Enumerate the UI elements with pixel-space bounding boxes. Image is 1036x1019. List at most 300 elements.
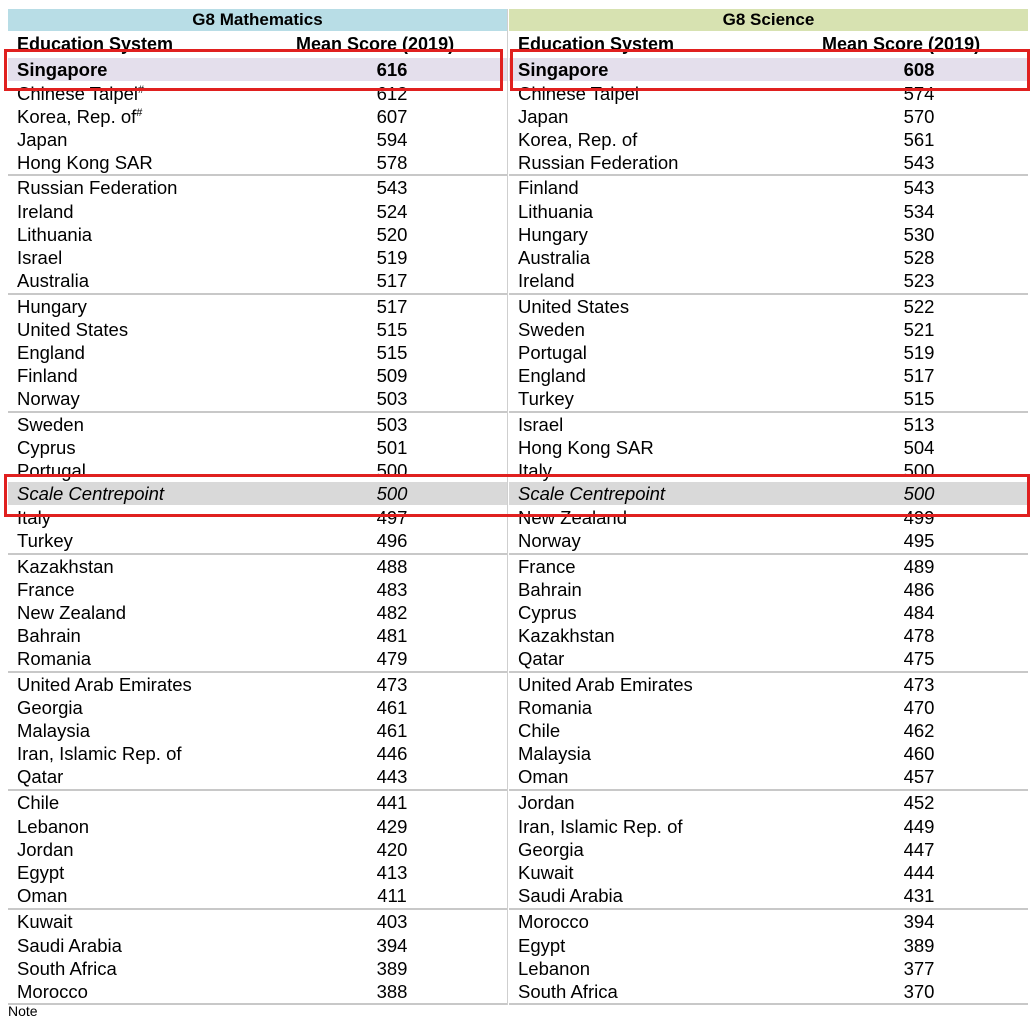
education-system-cell	[518, 200, 593, 223]
education-system-cell	[518, 555, 576, 578]
education-system-name: Hong Kong SAR	[17, 152, 153, 173]
education-system-cell	[518, 884, 623, 907]
mean-score-cell: 519	[903, 342, 935, 363]
science-table-row	[509, 980, 1028, 1003]
education-system-cell	[17, 555, 114, 578]
education-system-name: Kuwait	[17, 911, 73, 932]
education-system-name: Norway	[518, 530, 581, 551]
education-system-name: Australia	[17, 270, 89, 291]
science-table-row	[509, 957, 1028, 980]
education-system-cell	[518, 176, 579, 199]
education-system-name: Qatar	[518, 648, 565, 669]
group-separator	[509, 789, 1028, 791]
education-system-name: Korea, Rep. of	[518, 129, 638, 150]
education-system-name: Kazakhstan	[518, 625, 615, 646]
science-table-row	[509, 529, 1028, 552]
education-system-name: United States	[518, 296, 630, 317]
science-table-row	[509, 413, 1028, 436]
science-table-row	[509, 696, 1028, 719]
mean-score-cell: 501	[376, 437, 408, 458]
group-separator	[509, 293, 1028, 295]
education-system-name: Cyprus	[518, 602, 577, 623]
science-table-row	[509, 200, 1028, 223]
group-separator	[8, 411, 507, 413]
mean-score-cell: 481	[376, 625, 408, 646]
mean-score-cell: 503	[376, 414, 408, 435]
math-table-row	[8, 765, 507, 788]
mean-score-cell: 479	[376, 648, 408, 669]
group-separator	[509, 908, 1028, 910]
education-system-name: Georgia	[17, 697, 83, 718]
footnote-marker: #	[136, 106, 143, 119]
education-system-name: France	[518, 556, 576, 577]
education-system-name: Cyprus	[17, 437, 76, 458]
education-system-name: Kazakhstan	[17, 556, 114, 577]
math-table-title: G8 Mathematics	[8, 9, 507, 31]
science-col-score-header: Mean Score (2019)	[822, 34, 981, 54]
mean-score-cell: 489	[903, 556, 935, 577]
education-system-name: Lithuania	[17, 224, 93, 245]
mean-score-cell: 473	[903, 674, 935, 695]
mean-score-cell: 389	[376, 958, 408, 979]
science-table-row	[509, 838, 1028, 861]
education-system-cell	[17, 696, 83, 719]
education-system-cell	[17, 269, 89, 292]
education-system-name: New Zealand	[518, 507, 628, 528]
education-system-name: Jordan	[17, 839, 74, 860]
education-system-name: Sweden	[17, 414, 84, 435]
mean-score-cell: 475	[903, 648, 935, 669]
mean-score-cell: 473	[376, 674, 408, 695]
education-system-name: Russian Federation	[17, 177, 178, 198]
mean-score-cell: 446	[376, 743, 408, 764]
group-separator	[8, 789, 507, 791]
education-system-name: Iran, Islamic Rep. of	[17, 743, 182, 764]
education-system-cell	[17, 151, 153, 174]
mean-score-cell: 612	[376, 83, 408, 104]
mean-score-cell: 543	[903, 177, 935, 198]
mean-score-cell: 452	[903, 792, 935, 813]
mean-score-cell: 461	[376, 720, 408, 741]
education-system-name: Morocco	[518, 911, 589, 932]
education-system-cell	[17, 742, 182, 765]
education-system-cell	[17, 318, 128, 341]
math-table-row	[8, 555, 507, 578]
footnote: Note	[8, 1003, 38, 1019]
education-system-cell	[518, 910, 589, 933]
science-table-title: G8 Science	[509, 9, 1028, 31]
mean-score-cell: 543	[376, 177, 408, 198]
education-system-name: Bahrain	[17, 625, 81, 646]
math-table-row	[8, 200, 507, 223]
science-table-row	[509, 555, 1028, 578]
education-system-name: United States	[17, 319, 129, 340]
math-table-row	[8, 246, 507, 269]
education-system-cell	[17, 601, 126, 624]
mean-score-cell: 504	[903, 437, 935, 458]
science-table-row	[509, 861, 1028, 884]
science-table-row	[509, 128, 1028, 151]
mean-score-cell: 420	[376, 839, 408, 860]
math-table-row	[8, 934, 507, 957]
mean-score-cell: 482	[376, 602, 408, 623]
education-system-cell	[17, 647, 91, 670]
education-system-name: Chinese Taipei	[518, 83, 640, 104]
math-table-row	[8, 387, 507, 410]
education-system-name: Malaysia	[518, 743, 591, 764]
math-table-row	[8, 838, 507, 861]
education-system-cell	[518, 980, 618, 1003]
education-system-cell	[518, 246, 590, 269]
education-system-cell	[17, 884, 67, 907]
education-system-name: Japan	[518, 106, 569, 127]
education-system-name: Scale Centrepoint	[17, 483, 165, 504]
science-table-row	[509, 176, 1028, 199]
education-system-cell	[518, 838, 584, 861]
mean-score-cell: 496	[376, 530, 408, 551]
education-system-cell	[17, 815, 89, 838]
mean-score-cell: 388	[376, 981, 408, 1002]
mean-score-cell: 519	[376, 247, 408, 268]
education-system-cell	[17, 200, 74, 223]
group-separator	[8, 1003, 507, 1005]
mean-score-cell: 500	[376, 483, 408, 504]
education-system-cell	[518, 647, 564, 670]
mean-score-cell: 484	[903, 602, 935, 623]
education-system-cell	[17, 529, 73, 552]
math-table-row	[8, 364, 507, 387]
math-table-row	[8, 151, 507, 174]
mean-score-cell: 460	[903, 743, 935, 764]
mean-score-cell: 377	[903, 958, 935, 979]
education-system-cell	[518, 765, 568, 788]
education-system-name: Turkey	[17, 530, 73, 551]
education-system-cell	[518, 719, 560, 742]
mean-score-cell: 444	[903, 862, 935, 883]
education-system-name: Morocco	[17, 981, 88, 1002]
education-system-name: Israel	[17, 247, 63, 268]
mean-score-cell: 578	[376, 152, 408, 173]
mean-score-cell: 608	[903, 59, 935, 80]
mean-score-cell: 607	[376, 106, 408, 127]
group-separator	[8, 174, 507, 176]
science-table-row	[509, 765, 1028, 788]
mean-score-cell: 449	[903, 816, 935, 837]
science-table-row	[509, 884, 1028, 907]
mean-score-cell: 574	[903, 83, 935, 104]
education-system-name: Saudi Arabia	[518, 885, 623, 906]
mean-score-cell: 523	[903, 270, 935, 291]
education-system-name: United Arab Emirates	[17, 674, 192, 695]
mean-score-cell: 457	[903, 766, 935, 787]
education-system-name: Romania	[17, 648, 92, 669]
math-table-row	[8, 601, 507, 624]
mean-score-cell: 534	[903, 201, 935, 222]
mean-score-cell: 389	[903, 935, 935, 956]
math-table-row	[8, 696, 507, 719]
science-table-row	[509, 624, 1028, 647]
education-system-name: Portugal	[17, 460, 86, 481]
math-table-row	[8, 578, 507, 601]
education-system-cell	[518, 934, 565, 957]
education-system-name: Singapore	[518, 59, 609, 80]
education-system-name: Lithuania	[518, 201, 594, 222]
education-system-cell	[518, 673, 693, 696]
mean-score-cell: 594	[376, 129, 408, 150]
education-system-name: Qatar	[17, 766, 64, 787]
education-system-name: Chile	[17, 792, 60, 813]
math-table-row	[8, 719, 507, 742]
education-system-name: Korea, Rep. of	[17, 106, 137, 127]
math-table-row	[8, 624, 507, 647]
education-system-cell	[518, 696, 592, 719]
math-table-row	[8, 128, 507, 151]
education-system-cell	[17, 624, 81, 647]
highlight-scale-centrepoint	[4, 474, 1030, 517]
math-table-row	[8, 884, 507, 907]
education-system-name: Singapore	[17, 59, 108, 80]
math-table-row	[8, 295, 507, 318]
science-col-system-header: Education System	[518, 34, 675, 54]
education-system-name: Russian Federation	[518, 152, 679, 173]
science-table-row	[509, 318, 1028, 341]
education-system-cell	[17, 791, 59, 814]
education-system-name: Iran, Islamic Rep. of	[518, 816, 683, 837]
math-col-score-header: Mean Score (2019)	[296, 34, 455, 54]
mean-score-cell: 394	[376, 935, 408, 956]
education-system-cell	[518, 624, 615, 647]
group-separator	[8, 908, 507, 910]
math-table-row	[8, 980, 507, 1003]
education-system-cell	[17, 436, 76, 459]
mean-score-cell: 441	[376, 792, 408, 813]
mean-score-cell: 483	[376, 579, 408, 600]
education-system-cell	[17, 578, 75, 601]
education-system-name: England	[518, 365, 586, 386]
education-system-name: Turkey	[518, 388, 574, 409]
math-table-row	[8, 791, 507, 814]
education-system-cell	[518, 295, 629, 318]
mean-score-cell: 370	[903, 981, 935, 1002]
education-system-name: Lebanon	[518, 958, 591, 979]
science-table-row	[509, 601, 1028, 624]
science-table-row	[509, 295, 1028, 318]
mean-score-cell: 500	[903, 483, 935, 504]
mean-score-cell: 488	[376, 556, 408, 577]
education-system-cell	[518, 815, 683, 838]
science-table-row	[509, 742, 1028, 765]
mean-score-cell: 443	[376, 766, 408, 787]
education-system-cell	[518, 791, 575, 814]
footnote-marker: #	[138, 83, 145, 96]
mean-score-cell: 515	[903, 388, 935, 409]
math-table-row	[8, 105, 507, 128]
education-system-cell	[17, 364, 78, 387]
education-system-cell	[518, 151, 678, 174]
science-table-row	[509, 246, 1028, 269]
mean-score-cell: 520	[376, 224, 408, 245]
education-system-name: Saudi Arabia	[17, 935, 122, 956]
education-system-name: Oman	[518, 766, 569, 787]
education-system-cell	[17, 910, 73, 933]
education-system-cell	[17, 387, 80, 410]
math-table-row	[8, 223, 507, 246]
math-table-row	[8, 647, 507, 670]
math-col-system-header: Education System	[17, 34, 174, 54]
education-system-cell	[518, 529, 581, 552]
mean-score-cell: 530	[903, 224, 935, 245]
mean-score-cell: 461	[376, 697, 408, 718]
education-system-name: Finland	[518, 177, 579, 198]
education-system-cell	[17, 128, 67, 151]
math-table-row	[8, 673, 507, 696]
education-system-name: France	[17, 579, 75, 600]
education-system-name: Finland	[17, 365, 78, 386]
education-system-cell	[17, 934, 122, 957]
math-table-row	[8, 529, 507, 552]
education-system-name: Kuwait	[518, 862, 574, 883]
science-table-row	[509, 791, 1028, 814]
math-table-row	[8, 176, 507, 199]
education-system-cell	[17, 861, 64, 884]
mean-score-cell: 478	[903, 625, 935, 646]
mean-score-cell: 497	[376, 507, 408, 528]
science-table-row	[509, 364, 1028, 387]
education-system-cell	[17, 719, 90, 742]
science-table-row	[509, 719, 1028, 742]
mean-score-cell: 503	[376, 388, 408, 409]
education-system-name: Chile	[518, 720, 561, 741]
education-system-name: South Africa	[17, 958, 117, 979]
education-system-name: Israel	[518, 414, 564, 435]
mean-score-cell: 522	[903, 296, 935, 317]
mean-score-cell: 429	[376, 816, 408, 837]
education-system-cell	[17, 223, 92, 246]
education-system-name: Egypt	[518, 935, 566, 956]
education-system-cell	[17, 413, 84, 436]
highlight-science-singapore	[510, 49, 1030, 91]
science-table-row	[509, 647, 1028, 670]
education-system-cell	[518, 105, 568, 128]
mean-score-cell: 462	[903, 720, 935, 741]
education-system-name: Japan	[17, 129, 68, 150]
mean-score-cell: 403	[376, 911, 408, 932]
mean-score-cell: 495	[903, 530, 935, 551]
science-table-row	[509, 815, 1028, 838]
science-table-row	[509, 436, 1028, 459]
education-system-name: Egypt	[17, 862, 65, 883]
highlight-math-singapore	[4, 49, 503, 91]
science-table-row	[509, 934, 1028, 957]
group-separator	[509, 1003, 1028, 1005]
education-system-cell	[518, 341, 587, 364]
mean-score-cell: 515	[376, 319, 408, 340]
education-system-name: United Arab Emirates	[518, 674, 693, 695]
education-system-name: Hong Kong SAR	[518, 437, 654, 458]
math-table-row	[8, 341, 507, 364]
mean-score-cell: 524	[376, 201, 408, 222]
education-system-name: Romania	[518, 697, 593, 718]
science-table-row	[509, 341, 1028, 364]
mean-score-cell: 470	[903, 697, 935, 718]
mean-score-cell: 517	[903, 365, 935, 386]
science-table-row	[509, 105, 1028, 128]
education-system-name: Chinese Taipei	[17, 83, 139, 104]
mean-score-cell: 486	[903, 579, 935, 600]
mean-score-cell: 517	[376, 296, 408, 317]
education-system-cell	[17, 341, 85, 364]
mean-score-cell: 394	[903, 911, 935, 932]
science-table-row	[509, 223, 1028, 246]
education-system-cell	[17, 838, 74, 861]
group-separator	[8, 671, 507, 673]
mean-score-cell: 500	[376, 460, 408, 481]
mean-score-cell: 500	[903, 460, 935, 481]
mean-score-cell: 411	[377, 885, 407, 906]
science-table-row	[509, 151, 1028, 174]
mean-score-cell: 515	[376, 342, 408, 363]
education-system-name: Norway	[17, 388, 80, 409]
education-system-cell	[518, 957, 590, 980]
education-system-name: Georgia	[518, 839, 584, 860]
mean-score-cell: 431	[903, 885, 935, 906]
mean-score-cell: 447	[903, 839, 935, 860]
group-separator	[8, 553, 507, 555]
group-separator	[509, 411, 1028, 413]
education-system-cell	[518, 436, 654, 459]
science-table-row	[509, 387, 1028, 410]
education-system-name: Sweden	[518, 319, 585, 340]
education-system-cell	[518, 601, 577, 624]
mean-score-cell: 521	[903, 319, 935, 340]
group-separator	[509, 671, 1028, 673]
group-separator	[509, 174, 1028, 176]
education-system-name: Portugal	[518, 342, 587, 363]
math-table-row	[8, 957, 507, 980]
mean-score-cell: 509	[376, 365, 408, 386]
mean-score-cell: 499	[903, 507, 935, 528]
education-system-name: Hungary	[17, 296, 87, 317]
math-table-row	[8, 413, 507, 436]
math-table-row	[8, 861, 507, 884]
education-system-cell	[17, 980, 88, 1003]
education-system-cell	[518, 413, 563, 436]
education-system-name: Hungary	[518, 224, 588, 245]
education-system-cell	[17, 246, 62, 269]
education-system-cell	[518, 128, 637, 151]
mean-score-cell: 561	[903, 129, 935, 150]
math-table-row	[8, 436, 507, 459]
math-table-row	[8, 815, 507, 838]
education-system-cell	[518, 223, 588, 246]
education-system-cell	[518, 387, 574, 410]
education-system-cell	[17, 957, 117, 980]
mean-score-cell: 413	[376, 862, 408, 883]
mean-score-cell: 616	[376, 59, 408, 80]
science-table-row	[509, 910, 1028, 933]
education-system-cell	[518, 742, 591, 765]
group-separator	[8, 293, 507, 295]
math-table-row	[8, 742, 507, 765]
education-system-name: South Africa	[518, 981, 618, 1002]
education-system-cell	[518, 364, 586, 387]
education-system-name: Jordan	[518, 792, 575, 813]
mean-score-cell: 513	[903, 414, 935, 435]
education-system-name: Ireland	[17, 201, 74, 222]
education-system-name: New Zealand	[17, 602, 127, 623]
education-system-name: Oman	[17, 885, 68, 906]
mean-score-cell: 528	[903, 247, 935, 268]
